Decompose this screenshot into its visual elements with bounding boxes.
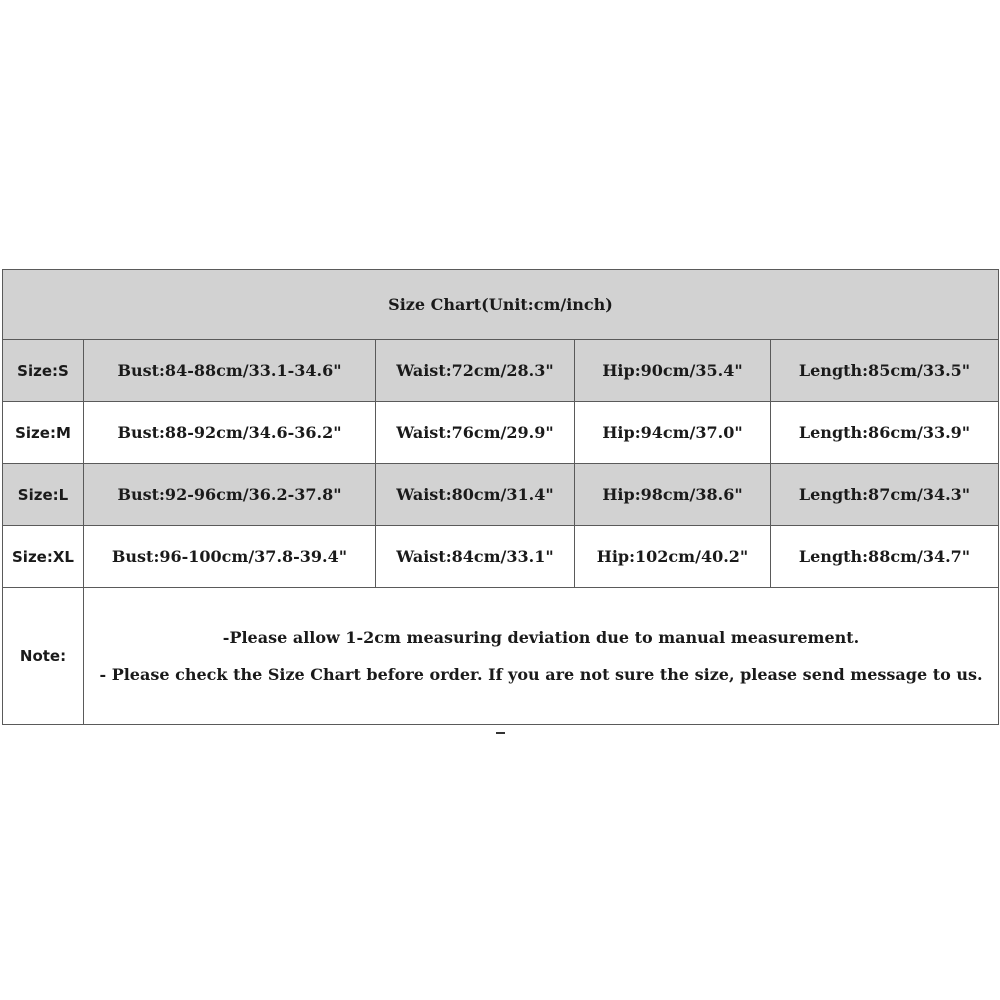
waist-cell: Waist:80cm/31.4" (376, 464, 575, 526)
length-cell: Length:88cm/34.7" (771, 526, 999, 588)
note-content (84, 588, 999, 725)
waist-cell: Waist:84cm/33.1" (376, 526, 575, 588)
hip-cell: Hip:102cm/40.2" (575, 526, 771, 588)
bust-cell: Bust:88-92cm/34.6-36.2" (84, 402, 376, 464)
title-row (3, 270, 999, 340)
length-cell: Length:86cm/33.9" (771, 402, 999, 464)
bust-cell: Bust:92-96cm/36.2-37.8" (84, 464, 376, 526)
bust-cell: Bust:96-100cm/37.8-39.4" (84, 526, 376, 588)
table-row (3, 464, 999, 526)
divider-mark (496, 732, 505, 734)
table-row (3, 402, 999, 464)
table-row (3, 526, 999, 588)
bust-cell: Bust:84-88cm/33.1-34.6" (84, 340, 376, 402)
waist-cell: Waist:76cm/29.9" (376, 402, 575, 464)
size-cell: Size:M (3, 402, 84, 464)
table-title: Size Chart(Unit:cm/inch) (3, 270, 999, 340)
waist-cell: Waist:72cm/28.3" (376, 340, 575, 402)
note-line-measurement: -Please allow 1-2cm measuring deviation due to manual measurement. (222, 628, 860, 647)
hip-cell: Hip:90cm/35.4" (575, 340, 771, 402)
length-cell: Length:85cm/33.5" (771, 340, 999, 402)
size-cell: Size:S (3, 340, 84, 402)
table-row (3, 340, 999, 402)
size-chart-table (2, 269, 999, 725)
hip-cell: Hip:98cm/38.6" (575, 464, 771, 526)
size-cell: Size:XL (3, 526, 84, 588)
hip-cell: Hip:94cm/37.0" (575, 402, 771, 464)
note-label: Note: (3, 588, 84, 725)
note-line-check-size: - Please check the Size Chart before order. If you are not sure the size, please send message to us. (99, 665, 983, 684)
length-cell: Length:87cm/34.3" (771, 464, 999, 526)
size-cell: Size:L (3, 464, 84, 526)
note-row (3, 588, 999, 725)
